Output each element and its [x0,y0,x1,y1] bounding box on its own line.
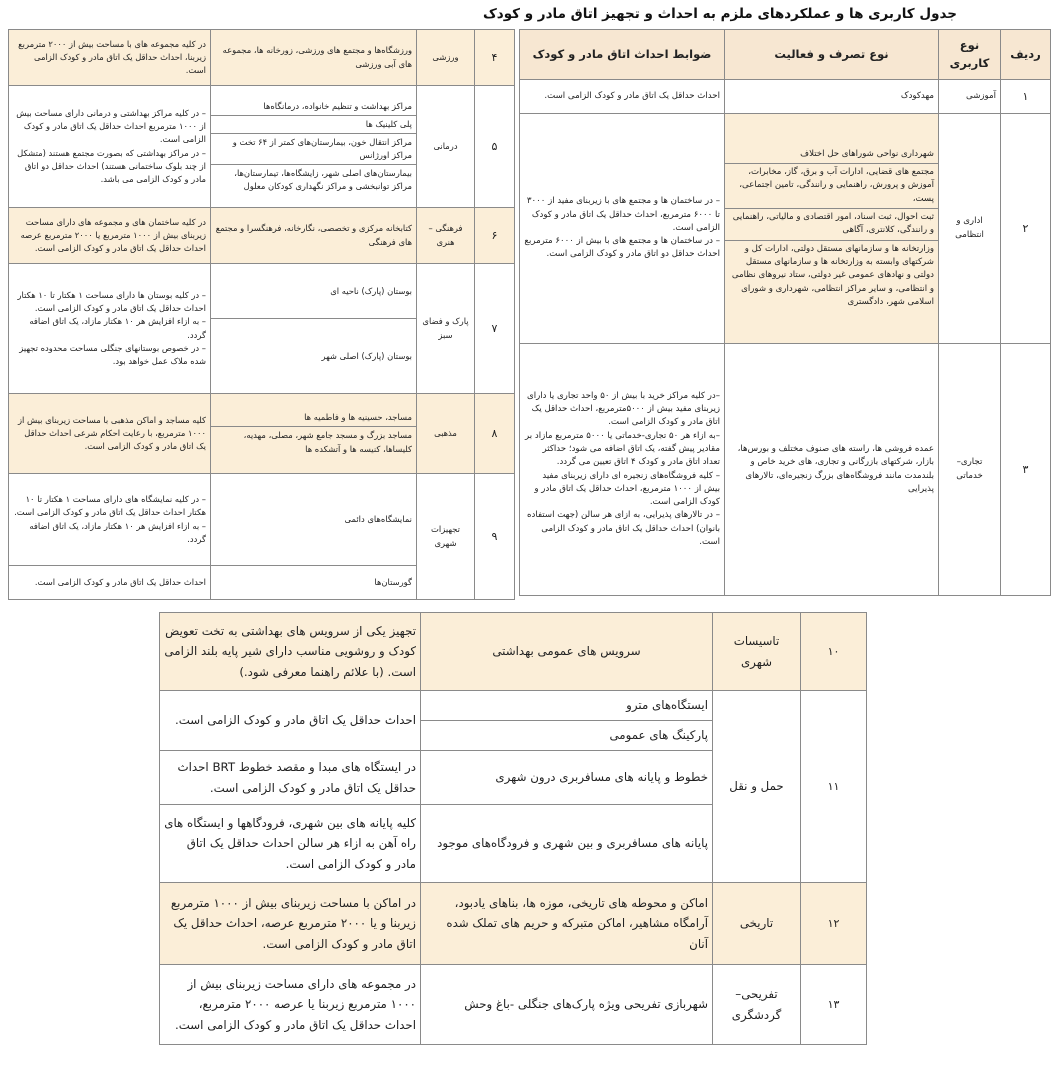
activity-item: پلی کلینیک ها [211,116,416,134]
row-number: ۵ [475,86,515,208]
row-number: ۷ [475,264,515,394]
row-activity-list [211,394,417,474]
row-number: ۸ [475,394,515,474]
row-rule: احداث حداقل یک اتاق مادر و کودک الزامی است. [9,566,211,600]
row-activity: ورزشگاه‌ها و مجتمع های ورزشی، زورخانه ها، مجموعه های آبی ورزشی [211,30,417,86]
row-activity: ایستگاه‌های مترو [421,691,713,721]
bottom-table [159,612,867,1045]
header-type: نوع کاربری [939,30,1001,80]
row-type: تجهیزات شهری [417,474,475,600]
row-rule: – در کلیه نمایشگاه های دارای مساحت ۱ هکتار تا ۱۰ هکتار احداث حداقل یک اتاق مادر و کودک الزامی است. – به ازاء افزایش هر ۱۰ هکتار مازاد، یک اتاق اضافه گردد. [9,474,211,566]
row-rule: در مجموعه های دارای مساحت زیربنای بیش از ۱۰۰۰ مترمربع زیربنا یا عرصه ۲۰۰۰ مترمربع، احداث حداقل یک اتاق مادر و کودک الزامی است. [160,965,421,1045]
row-activity-list [211,264,417,394]
activity-item: وزارتخانه ها و سازمانهای مستقل دولتی، ادارات کل و شرکتهای وابسته به وزارتخانه ها و سازمانهای مستقل دولتی و نهادهای عمومی غیر دولتی، ستاد نیروهای نظامی و انتظامی، و سایر مراکز انتظامی، شهرداری و شورای اسلامی شهر، دادگستری [731,243,934,307]
row-rule: احداث حداقل یک اتاق مادر و کودک الزامی است. [160,691,421,751]
row-type: تاسیسات شهری [713,613,801,691]
row-type: ورزشی [417,30,475,86]
row-rule: – در ساختمان ها و مجتمع های با زیربنای مفید از ۳۰۰۰ تا ۶۰۰۰ مترمربع، احداث حداقل یک اتاق مادر و کودک الزامی است. – در ساختمان ها و مجتمع های با بیش از ۶۰۰۰ مترمربع احداث حداقل دو اتاق مادر و کودک الزامی است. [520,114,725,344]
activity-item: مساجد، حسینیه ها و فاطمیه ها [211,409,416,427]
activity-item: شهرداری نواحی شوراهای حل اختلاف [725,146,938,164]
row-activity: عمده فروشی ها، راسته های صنوف مختلف و بورس‌ها، بازار، شرکتهای بازرگانی و تجاری، های خرید خاص و بلندمدت مانند فروشگاه‌های بزرگ زنجیره‌ای، تالارهای پذیرایی [725,344,939,596]
row-type: تاریخی [713,883,801,965]
activity-item: مجتمع های قضایی، ادارات آب و برق، گاز، مخابرات، آموزش و پرورش، راهنمایی و رانندگی، تامین اجتماعی، پست، [725,164,938,209]
row-type: حمل و نقل [713,691,801,883]
row-activity-list [211,86,417,208]
row-type: درمانی [417,86,475,208]
row-number: ۲ [1001,114,1051,344]
row-number: ۴ [475,30,515,86]
row-rule: کلیه پایانه های بین شهری، فرودگاهها و ایستگاه های راه آهن به ازاء هر سالن احداث حداقل یک اتاق مادر و کودک الزامی است. [160,805,421,883]
activity-item: بوستان (پارک) ناحیه ای [211,264,416,319]
row-rule: احداث حداقل یک اتاق مادر و کودک الزامی است. [520,80,725,114]
row-type: آموزشی [939,80,1001,114]
row-type: فرهنگی – هنری [417,208,475,264]
activity-item: مراکز انتقال خون، بیمارستان‌های کمتر از ۶۴ تخت و مراکز اورژانس [211,134,416,165]
row-rule: کلیه مساجد و اماکن مذهبی با مساحت زیربنای بیش از ۱۰۰۰ مترمربع، با رعایت احکام شرعی احداث حداقل یک اتاق مادر و کودک الزامی است. [9,394,211,474]
row-number: ۱۱ [801,691,867,883]
row-activity: مهدکودک [725,80,939,114]
row-type: اداری و انتظامی [939,114,1001,344]
row-activity: خطوط و پایانه های مسافربری درون شهری [421,751,713,805]
row-activity-list [725,114,939,344]
row-number: ۳ [1001,344,1051,596]
row-number: ۱ [1001,80,1051,114]
row-type: تفریحی– گردشگری [713,965,801,1045]
row-type: پارک و فضای سبز [417,264,475,394]
row-activity: کتابخانه مرکزی و تخصصی، نگارخانه، فرهنگسرا و مجتمع های فرهنگی [211,208,417,264]
row-rule: در اماکن با مساحت زیربنای بیش از ۱۰۰۰ مترمربع زیربنا و یا ۲۰۰۰ مترمربع عرصه، احداث حداقل یک اتاق مادر و کودک الزامی است. [160,883,421,965]
activity-item: مساجد بزرگ و مسجد جامع شهر، مصلی، مهدیه، کلیساها، کنیسه ها و آتشکده ها [243,430,412,454]
row-number: ۱۲ [801,883,867,965]
header-rules: ضوابط احداث اتاق مادر و کودک [520,30,725,80]
row-activity: اماکن و محوطه های تاریخی، موزه ها، بناهای یادبود، آرامگاه مشاهیر، اماکن متبرکه و حریم های تملک شده آنان [421,883,713,965]
row-number: ۹ [475,474,515,600]
row-rule: در کلیه ساختمان های و مجموعه های دارای مساحت زیربنای بیش از ۱۰۰۰ مترمربع یا ۲۰۰۰ مترمربع عرصه احداث حداقل یک اتاق مادر و کودک الزامی است. [9,208,211,264]
row-rule: – در کلیه بوستان ها دارای مساحت ۱ هکتار تا ۱۰ هکتار احداث حداقل یک اتاق مادر و کودک الزامی است. – به ازاء افزایش هر ۱۰ هکتار مازاد، یک اتاق اضافه گردد. – در خصوص بوستانهای جنگلی مساحت محدوده تجهیز شده ملاک عمل خواهد بود. [9,264,211,394]
row-number: ۱۰ [801,613,867,691]
row-activity: نمایشگاه‌های دائمی [211,474,417,566]
row-activity: گورستان‌ها [211,566,417,600]
row-type: تجاری– خدماتی [939,344,1001,596]
row-activity: پایانه های مسافربری و بین شهری و فرودگاه‌های موجود [421,805,713,883]
right-table [519,29,1051,596]
row-activity: سرویس های عمومی بهداشتی [421,613,713,691]
activity-item: ثبت احوال، ثبت اسناد، امور اقتصادی و مالیاتی، راهنمایی و رانندگی، کلانتری، آگاهی [725,209,938,241]
row-activity: پارکینگ های عمومی [421,721,713,751]
row-rule: در ایستگاه های مبدا و مقصد خطوط BRT احداث حداقل یک اتاق مادر و کودک الزامی است. [160,751,421,805]
row-type: مذهبی [417,394,475,474]
row-rule: در کلیه مجموعه های با مساحت بیش از ۲۰۰۰ مترمربع زیربنا، احداث حداقل یک اتاق مادر و کودک الزامی است. [9,30,211,86]
row-rule: – در کلیه مراکز بهداشتی و درمانی دارای مساحت بیش از ۱۰۰۰ مترمربع احداث حداقل یک اتاق مادر و کودک الزامی است. – در مراکز بهداشتی که بصورت مجتمع هستند (متشکل از چند بلوک ساختمانی هستند) احداث حداقل دو اتاق مادر و کودک الزامی می باشد. [9,86,211,208]
row-rule: تجهیز یکی از سرویس های بهداشتی به تخت تعویض کودک و روشویی مناسب دارای شیر پایه بلند الزامی است. (با علائم راهنما معرفی شود.) [160,613,421,691]
page-title: جدول کاربری ها و عملکردهای ملزم به احداث و تجهیز اتاق مادر و کودک [482,6,957,22]
left-table [8,29,515,600]
row-number: ۶ [475,208,515,264]
header-radif: ردیف [1001,30,1051,80]
row-rule: –در کلیه مراکز خرید با بیش از ۵۰ واحد تجاری یا دارای زیربنای مفید بیش از ۵۰۰۰مترمربع، احداث حداقل یک اتاق مادر و کودک الزامی است. –به ازاء هر ۵۰ تجاری-خدماتی یا ۵۰۰۰ مترمربع مازاد بر مقادیر پیش گفته، یک اتاق اضافه می شود؛ حداکثر تعداد اتاق مادر و کودک ۴ اتاق تعیین می گردد. – کلیه فروشگاه‌های زنجیره ای دارای زیربنای مفید بیش از ۱۰۰۰ مترمربع، احداث حداقل یک اتاق مادر و کودک الزامی است. – در تالارهای پذیرایی، به ازای هر سالن (جهت استفاده بانوان) احداث حداقل یک اتاق مادر و کودک الزامی است. [520,344,725,596]
activity-item: بوستان (پارک) اصلی شهر [321,351,412,361]
header-activity: نوع تصرف و فعالیت [725,30,939,80]
activity-item: مراکز بهداشت و تنظیم خانواده، درمانگاه‌ها [211,98,416,116]
activity-item: بیمارستان‌های اصلی شهر، زایشگاه‌ها، تیمارستان‌ها، مراکز توانبخشی و مراکز نگهداری کودکان معلول [234,168,412,192]
row-number: ۱۳ [801,965,867,1045]
row-activity: شهربازی تفریحی ویژه پارک‌های جنگلی -باغ وحش [421,965,713,1045]
